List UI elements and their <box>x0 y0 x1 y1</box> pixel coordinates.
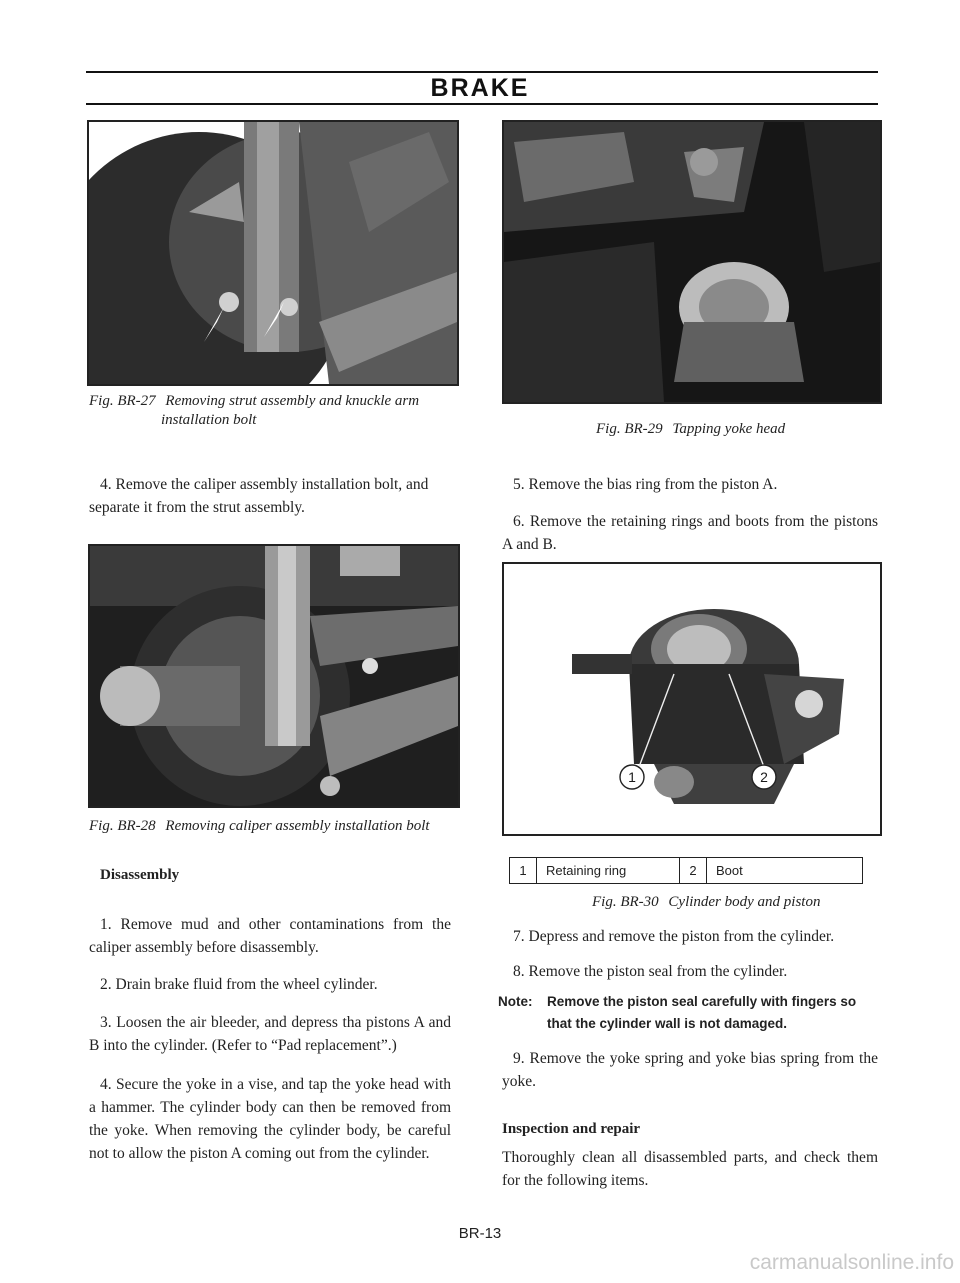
legend-label-1: Retaining ring <box>537 858 680 883</box>
header-rule-top <box>86 71 878 73</box>
legend-num-1: 1 <box>510 858 537 883</box>
callout-1: 1 <box>628 769 636 785</box>
caption-br30 <box>592 893 872 912</box>
note-line1: Remove the piston seal carefully with fingers so <box>547 994 857 1009</box>
photo-tapping-yoke-head <box>502 120 882 404</box>
watermark: carmanualsonline.info <box>749 1251 954 1274</box>
step-4-caliper-line1: 4. Remove the caliper assembly installation bolt, and <box>100 476 429 493</box>
note-label: Note: <box>498 994 533 1009</box>
page-number: BR-13 <box>458 1225 502 1242</box>
step-1: 1. Remove mud and other contaminations from the caliper assembly before disassembly. <box>89 916 451 956</box>
caption-br27-line1: Removing strut assembly and knuckle arm <box>165 393 420 409</box>
photo-caliper-assembly <box>88 544 460 808</box>
photo-cylinder-body <box>502 562 882 836</box>
step-6: 6. Remove the retaining rings and boots from the pistons A and B. <box>502 513 878 553</box>
step-4-caliper-line2: separate it from the strut assembly. <box>89 499 305 516</box>
note-body <box>547 991 887 1035</box>
caption-br30-text: Cylinder body and piston <box>668 894 821 910</box>
disassembly-heading: Disassembly <box>100 867 180 883</box>
inspection-text: Thoroughly clean all disassembled parts, and check them for the following items. <box>502 1149 878 1189</box>
callout-2: 2 <box>760 769 768 785</box>
photo-strut-assembly <box>87 120 459 386</box>
caption-br29 <box>596 420 876 439</box>
inspection-heading: Inspection and repair <box>502 1121 641 1137</box>
caption-br28-text: Removing caliper assembly installation bolt <box>165 818 430 834</box>
step-4-yoke: 4. Secure the yoke in a vise, and tap the yoke head with a hammer. The cylinder body can then be removed from the yoke. When removing the cylinder body, be careful not to allow the piston A coming out from the cylinder. <box>89 1076 451 1162</box>
fig-number-br30: Fig. BR-30 <box>592 894 659 910</box>
legend-table <box>509 857 863 884</box>
page-title: BRAKE <box>430 74 530 102</box>
caption-br28 <box>89 817 469 836</box>
fig-number-br28: Fig. BR-28 <box>89 818 156 834</box>
step-8: 8. Remove the piston seal from the cylinder. <box>513 963 788 980</box>
note-line2: that the cylinder wall is not damaged. <box>547 1016 788 1031</box>
caption-br29-text: Tapping yoke head <box>672 421 786 437</box>
caption-br27 <box>89 392 469 430</box>
legend-label-2: Boot <box>716 863 743 878</box>
caption-br27-line2: installation bolt <box>161 412 257 428</box>
step-4-caliper <box>89 473 455 519</box>
note-block <box>498 991 888 1041</box>
step-3: 3. Loosen the air bleeder, and depress tha pistons A and B into the cylinder. (Refer to “Pad replacement”.) <box>89 1014 451 1054</box>
fig-number-br29: Fig. BR-29 <box>596 421 663 437</box>
step-9: 9. Remove the yoke spring and yoke bias spring from the yoke. <box>502 1050 878 1090</box>
fig-number-br27: Fig. BR-27 <box>89 393 156 409</box>
legend-num-2: 2 <box>680 858 707 883</box>
step-5: 5. Remove the bias ring from the piston A. <box>513 476 778 493</box>
header-rule-bottom <box>86 103 878 105</box>
step-2: 2. Drain brake fluid from the wheel cylinder. <box>100 976 378 993</box>
step-7: 7. Depress and remove the piston from the cylinder. <box>513 928 835 945</box>
